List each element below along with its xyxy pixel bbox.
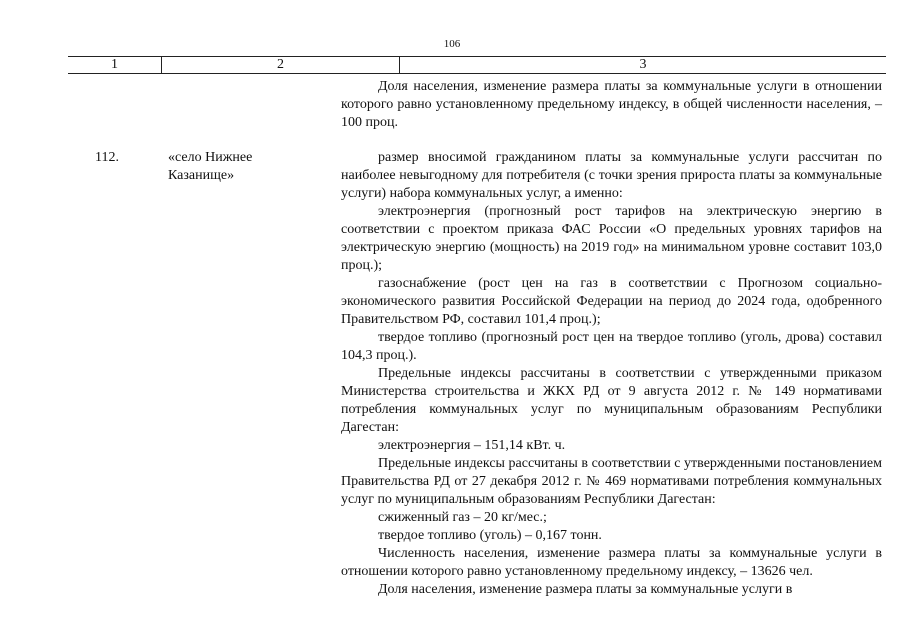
paragraph: Предельные индексы рассчитаны в соответствии с утвержденными приказом Министерства строительства и ЖКХ РД от 9 августа 2012 г. № 149 нормативами потребления коммунальных услуг по муниципальным образованиям Республики Дагестан: [341,366,882,435]
paragraph: твердое топливо (прогнозный рост цен на твердое топливо (уголь, дрова) составил 104,3 проц.). [341,330,882,363]
paragraph: Доля населения, изменение размера платы за коммунальные услуги в отношении которого равно установленному предельному индексу, в общей численности населения, – 100 проц. [341,79,882,130]
page-number: 106 [443,38,461,50]
paragraph: размер вносимой гражданином платы за коммунальные услуги рассчитан по наиболее невыгодному для потребителя (с точки зрения прироста платы за коммунальные услуги) набора коммунальных услуг, а именно: [341,150,882,201]
paragraph: Предельные индексы рассчитаны в соответствии с утвержденными постановлением Правительства РД от 27 декабря 2012 г. № 469 нормативами потребления коммунальных услуг по муниципальным образованиям Республики Дагестан: [341,456,882,507]
paragraph: Доля населения, изменение размера платы за коммунальные услуги в [378,582,793,597]
header-col-2: 2 [277,57,284,72]
paragraph: Численность населения, изменение размера платы за коммунальные услуги в отношении которого равно установленному предельному индексу, – 13626 чел. [341,546,882,579]
entry-number: 112. [95,150,119,165]
intro-text [341,78,882,132]
paragraph: сжиженный газ – 20 кг/мес.; [378,510,547,525]
header-col-3: 3 [639,57,647,72]
paragraph: твердое топливо (уголь) – 0,167 тонн. [378,528,602,543]
entry-text [341,149,882,599]
paragraph: электроэнергия – 151,14 кВт. ч. [378,438,566,453]
entry-name-line: «село Нижнее [168,150,253,165]
paragraph: газоснабжение (рост цен на газ в соответствии с Прогнозом социально-экономического развития Российской Федерации на период до 2024 года, одобренного Правительством РФ, составил 101,4 проц.); [341,276,882,327]
header-col-1: 1 [111,57,118,72]
entry-name-line: Казанище» [168,168,235,183]
table-header [68,56,886,74]
entry-name [168,149,328,185]
paragraph: электроэнергия (прогнозный рост тарифов на электрическую энергию в соответствии с проектом приказа ФАС России «О предельных уровнях тарифов на электрическую энергию (мощность) на 2019 год» на минимальном уровне составит 103,0 проц.); [341,204,882,273]
